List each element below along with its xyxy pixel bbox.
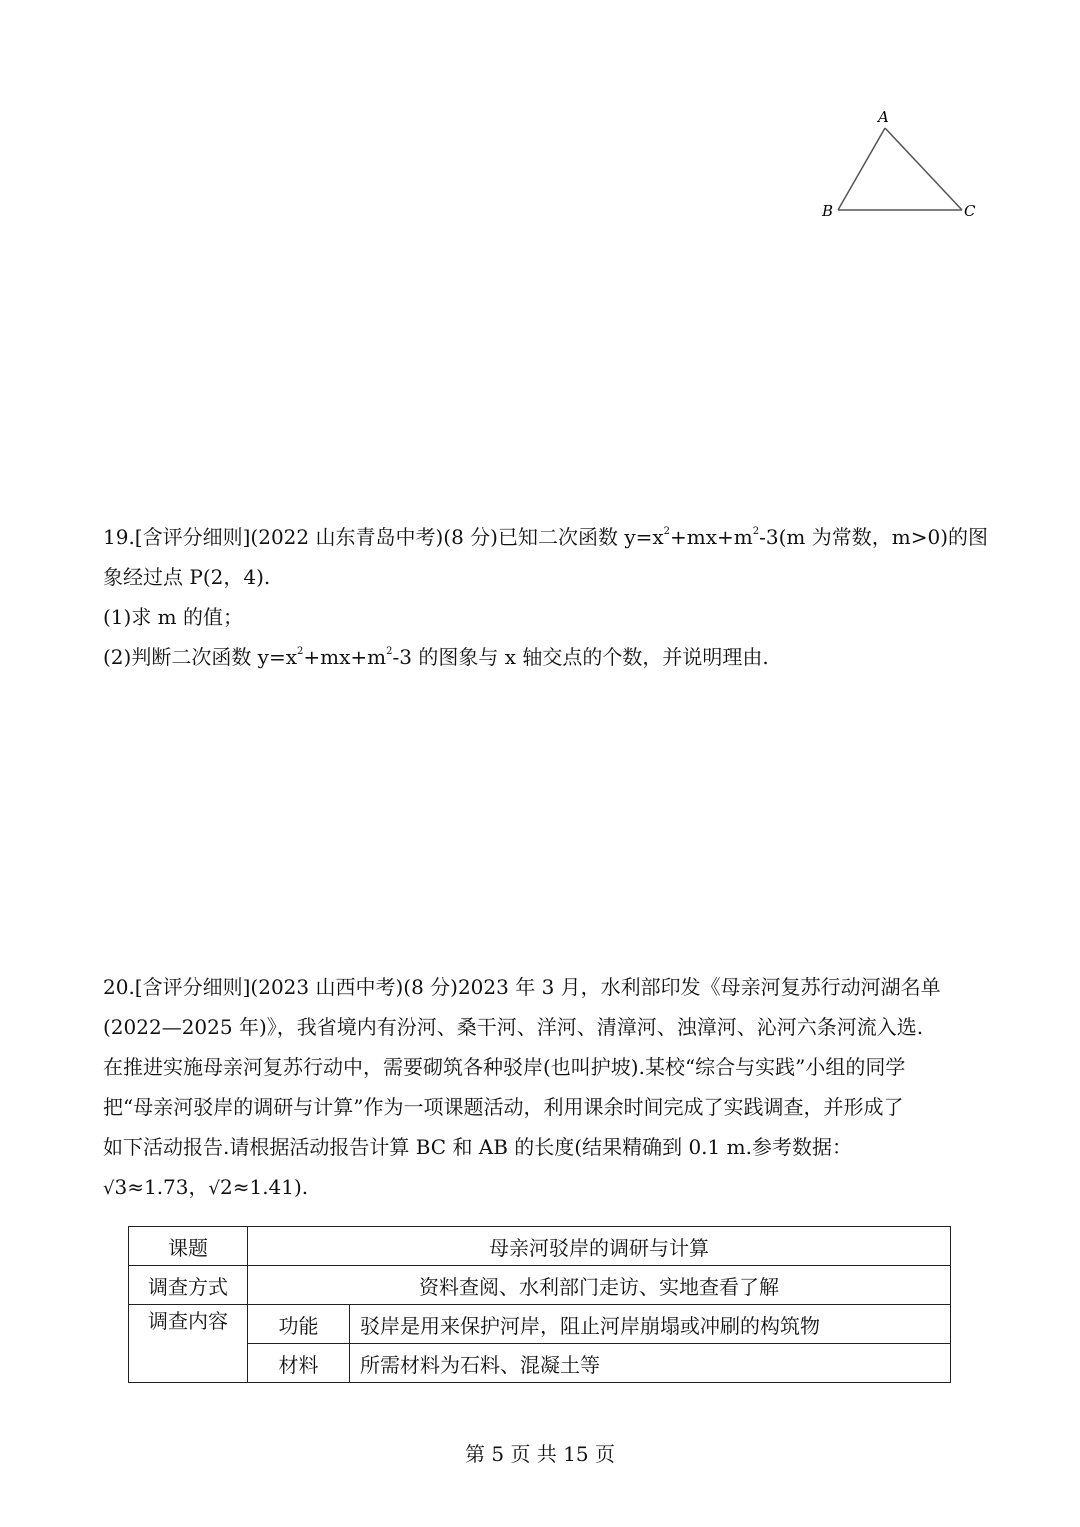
table-row [129,1266,951,1305]
q19-line-2: 象经过点 P(2，4). [103,565,271,589]
root-symbol: √ [103,1178,115,1199]
side-ab [838,128,885,210]
table-label-topic: 课题 [129,1227,248,1266]
table-value-method: 资料查阅、水利部门走访、实地查看了解 [248,1266,951,1305]
question-19 [103,517,988,677]
activity-report-table [128,1226,951,1383]
vertex-label-b: B [822,202,834,220]
question-20 [103,967,983,1209]
table-row [129,1227,951,1266]
q19-line-1: 19.[含评分细则](2022 山东青岛中考)(8 分)已知二次函数 $y=x^2+mx+m^2-3(m$ 为常数，m>0)的图 [103,525,988,549]
triangle-figure [810,100,1000,230]
table-value-material: 所需材料为石料、混凝土等 [350,1344,951,1383]
q20-line-5: 如下活动报告.请根据活动报告计算 BC 和 AB 的长度(结果精确到 0.1 m.参考数据： [103,1135,852,1159]
vertex-label-c: C [964,202,976,220]
table-label-method: 调查方式 [129,1266,248,1305]
q20-line-6: √3≈1.73，√2≈1.41). [103,1175,309,1199]
side-ac [885,128,962,210]
q19-part-1: (1)求 m 的值； [103,605,244,629]
vertex-label-a: A [878,108,889,126]
q19-part-2: (2)判断二次函数 $y=x^2+mx+m^2-3$ 的图象与 x 轴交点的个数，并说明理由. [103,645,769,669]
table-value-function: 驳岸是用来保护河岸，阻止河岸崩塌或冲刷的构筑物 [350,1305,951,1344]
q20-line-1: 20.[含评分细则](2023 山西中考)(8 分)2023 年 3 月，水利部印发《母亲河复苏行动河湖名单 [103,975,941,999]
table-row [129,1344,951,1383]
table-sublabel-function: 功能 [248,1305,350,1344]
q20-line-2: (2022—2025 年)》，我省境内有汾河、桑干河、洋河、清漳河、浊漳河、沁河六条河流入选. [103,1015,924,1039]
table-value-topic: 母亲河驳岸的调研与计算 [248,1227,951,1266]
table-row [129,1305,951,1344]
table-label-content: 调查内容 [129,1305,248,1383]
table-sublabel-material: 材料 [248,1344,350,1383]
q20-line-4: 把“母亲河驳岸的调研与计算”作为一项课题活动，利用课余时间完成了实践调查，并形成了 [103,1095,904,1119]
page-footer: 第 5 页 共 15 页 [465,1442,615,1466]
q20-line-3: 在推进实施母亲河复苏行动中，需要砌筑各种驳岸(也叫护坡).某校“综合与实践”小组的同学 [103,1055,906,1079]
root-symbol: √ [208,1178,220,1199]
